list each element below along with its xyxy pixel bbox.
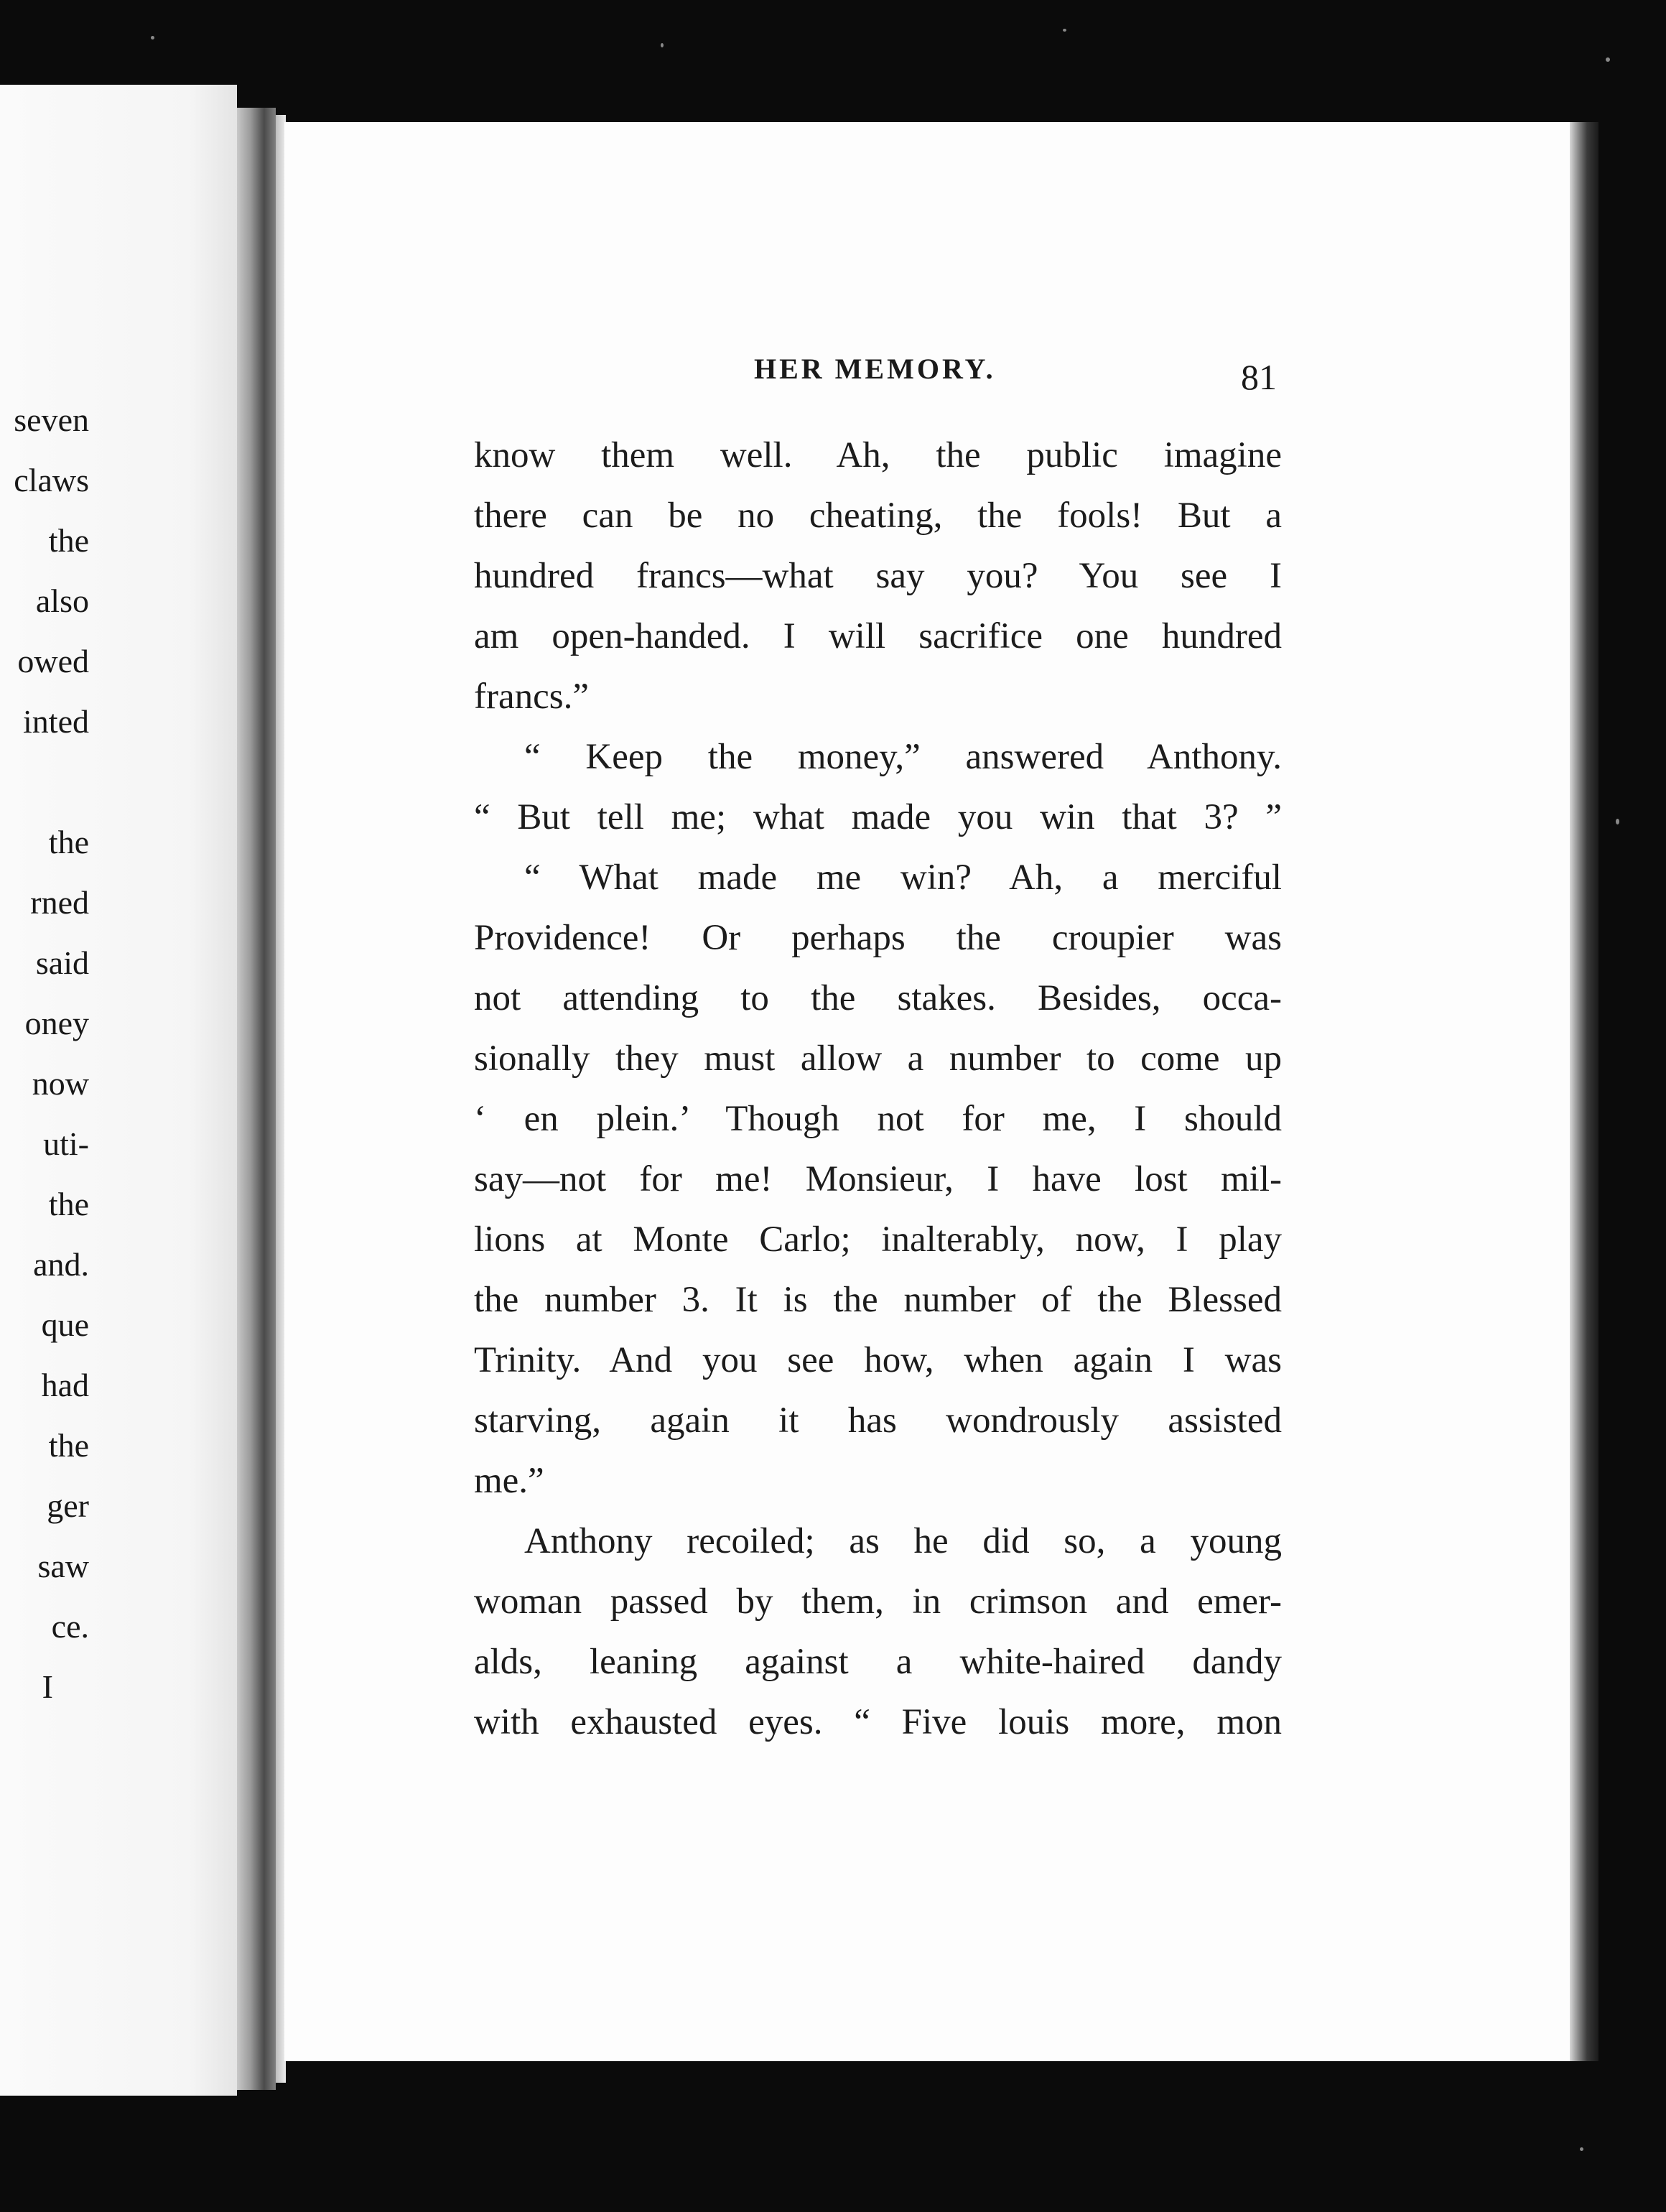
left-page-fragment: ger bbox=[47, 1487, 89, 1524]
text-line: say—not for me! Monsieur, I have lost mil- bbox=[474, 1159, 1282, 1199]
previous-page bbox=[0, 85, 237, 2096]
left-page-fragment: owed bbox=[17, 643, 89, 679]
left-page-fragment: que bbox=[41, 1306, 89, 1343]
text-line: Anthony recoiled; as he did so, a young bbox=[524, 1521, 1282, 1561]
text-line: am open-handed. I will sacrifice one hundred bbox=[474, 616, 1282, 656]
dust-speck bbox=[1063, 29, 1066, 32]
text-line: Trinity. And you see how, when again I was bbox=[474, 1340, 1282, 1380]
left-page-fragment: the bbox=[48, 522, 89, 559]
text-line: with exhausted eyes. “ Five louis more, mon bbox=[474, 1702, 1282, 1742]
dust-speck bbox=[1606, 57, 1610, 62]
left-page-fragment: uti- bbox=[43, 1125, 89, 1162]
left-page-fragment: seven bbox=[14, 401, 89, 438]
left-page-fragment: saw bbox=[37, 1548, 89, 1584]
dust-speck bbox=[1616, 819, 1619, 824]
text-line: the number 3. It is the number of the Blessed bbox=[474, 1280, 1282, 1320]
text-line: know them well. Ah, the public imagine bbox=[474, 435, 1282, 475]
left-page-fragment: the bbox=[48, 824, 89, 860]
left-page-fragment: had bbox=[41, 1367, 89, 1403]
dust-speck bbox=[661, 43, 664, 47]
left-page-fragment: rned bbox=[30, 884, 89, 921]
text-line: “ But tell me; what made you win that 3? ” bbox=[474, 797, 1282, 837]
text-line: “ What made me win? Ah, a merciful bbox=[524, 858, 1282, 898]
text-line: not attending to the stakes. Besides, occa- bbox=[474, 978, 1282, 1018]
text-line: “ Keep the money,” answered Anthony. bbox=[524, 737, 1282, 777]
left-page-fragment: the bbox=[48, 1186, 89, 1222]
text-line: there can be no cheating, the fools! But a bbox=[474, 496, 1282, 536]
left-page-fragment: now bbox=[32, 1065, 89, 1102]
left-page-fragment: I bbox=[42, 1668, 53, 1705]
body-text bbox=[474, 425, 1282, 1752]
left-page-fragment: claws bbox=[14, 462, 89, 498]
text-line: alds, leaning against a white-haired dandy bbox=[474, 1642, 1282, 1682]
left-page-fragment: the bbox=[48, 1427, 89, 1464]
text-line: Providence! Or perhaps the croupier was bbox=[474, 918, 1282, 958]
left-page-fragment: ce. bbox=[51, 1608, 89, 1645]
text-line: sionally they must allow a number to come up bbox=[474, 1038, 1282, 1079]
left-page-fragment: oney bbox=[24, 1005, 89, 1041]
text-line: woman passed by them, in crimson and emer- bbox=[474, 1581, 1282, 1622]
left-page-fragment: inted bbox=[23, 703, 89, 740]
dust-speck bbox=[151, 36, 154, 40]
book-gutter bbox=[237, 108, 276, 2090]
text-line: ‘ en plein.’ Though not for me, I should bbox=[474, 1099, 1282, 1139]
left-page-fragment: said bbox=[35, 944, 89, 981]
page-number: 81 bbox=[1241, 357, 1277, 397]
text-line: starving, again it has wondrously assisted bbox=[474, 1400, 1282, 1441]
text-line: lions at Monte Carlo; inalterably, now, I play bbox=[474, 1219, 1282, 1260]
text-line: francs.” bbox=[474, 677, 589, 717]
text-line: me.” bbox=[474, 1461, 544, 1501]
text-line: hundred francs—what say you? You see I bbox=[474, 556, 1282, 596]
left-page-fragment: also bbox=[35, 582, 89, 619]
running-head: HER MEMORY. bbox=[754, 353, 996, 385]
page-edge-shadow bbox=[1570, 122, 1598, 2061]
left-page-fragment: and. bbox=[33, 1246, 89, 1283]
dust-speck bbox=[1580, 2147, 1583, 2151]
